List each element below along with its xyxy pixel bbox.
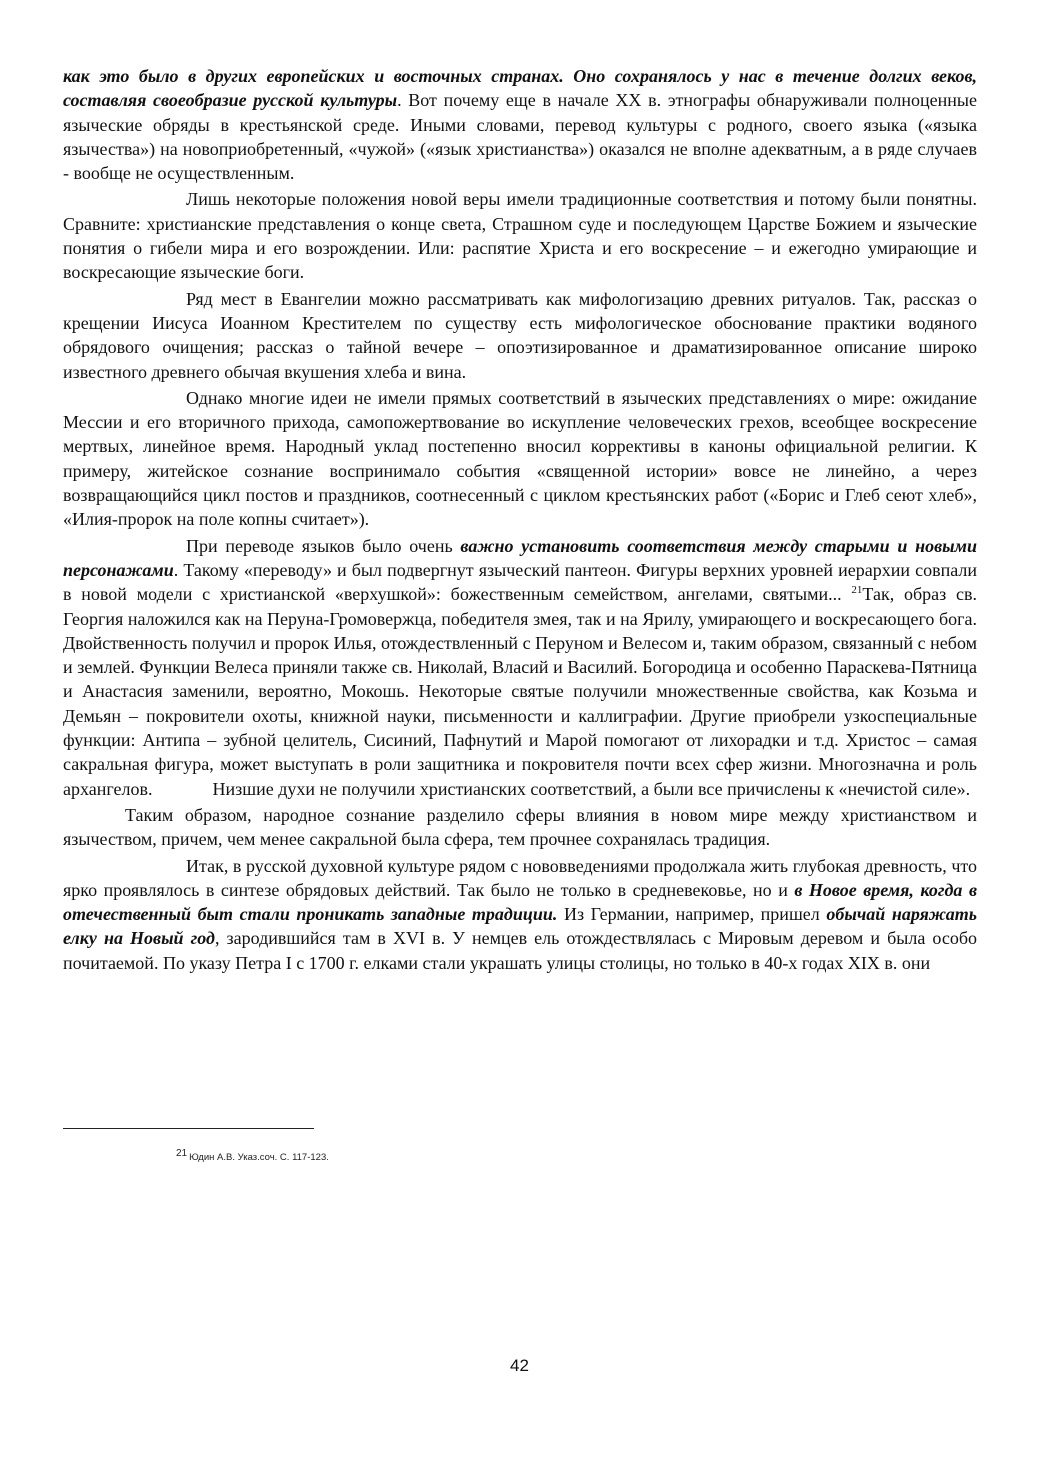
footnote-mark: 21 (176, 1148, 188, 1159)
paragraph-text: Так, образ св. Георгия наложился как на Перуна-Громовержца, победителя змея, так и на Ярилу, умирающего и воскресающего бога. Двойственность получил и пророк Илья, отождествленный с Перуном и Велесом и, таким образом, связанный с небом и землей. Функции Велеса приняли также св. Николай, Власий и Василий. Богородица и особенно Параскева-Пятница и Анастасия заменили, вероятно, Мокошь. Некоторые святые получили множественные свойства, как Козьма и Демьян – покровители охоты, книжной науки, письменности и каллиграфии. Другие приобрели узкоспециальные функции: Антипа – зубной целитель, Сисиний, Пафнутий и Марой помогают от лихорадки и т.д. Христос – самая сакральная фигура, может выступать в роли защитника и покровителя почти всех сфер жизни. Многозначна и роль архангелов. (63, 584, 977, 799)
footnote-reference[interactable]: 21 (851, 584, 863, 597)
paragraph-3: Ряд мест в Евангелии можно рассматривать как мифологизацию древних ритуалов. Так, рассказ о крещении Иисуса Иоанном Крестителем по существу есть мифологическое обоснование практики водяного обрядового очищения; рассказ о тайной вечере – опоэтизированное и драматизированное описание широко известного древнего обычая вкушения хлеба и вина. (63, 288, 977, 382)
emphasis-text: важно установить соответствия между старыми и новыми персонажами (63, 535, 977, 580)
footnote-separator (63, 1128, 314, 1129)
footnote (176, 1148, 329, 1163)
paragraph-6: Таким образом, народное сознание разделило сферы влияния в новом мире между христианством и язычеством, причем, чем менее сакральной была сфера, тем прочнее сохранялась традиция. (63, 804, 977, 850)
paragraph-text: . Вот почему еще в начале XX в. этнографы обнаруживали полноценные языческие обряды в крестьянской среде. Иными словами, перевод культуры с родного, своего языка («языка язычества») на новоприобретенный, «чужой» («язык христианства») оказался не вполне адекватным, а в ряде случаев - вообще не осуществленным. (63, 90, 977, 184)
paragraph-5 (63, 534, 977, 801)
footnote-text: Юдин А.В. Указ.соч. С. 117-123. (189, 1152, 329, 1163)
paragraph-7 (63, 854, 977, 975)
paragraph-text: . Такому «переводу» и был подвергнут языческий пантеон. Фигуры верхних уровней иерархии совпали в новой модели с христианской «верхушкой»: божественным семейством, ангелами, святыми... (63, 559, 977, 605)
emphasis-text: в Новое время, когда в отечественный быт стали проникать западные традиции. (63, 879, 977, 925)
paragraph-4: Однако многие идеи не имели прямых соответствий в языческих представлениях о мире: ожидание Мессии и его вторичного прихода, самопожертвование во искупление человеческих грехов, всеобщее воскресение мертвых, линейное время. Народный уклад постепенно вносил коррективы в каноны официальной религии. К примеру, житейское сознание воспринимало события «священной истории» вовсе не линейно, а через возвращающийся цикл постов и праздников, соотнесенный с циклом крестьянских работ («Борис и Глеб сеют хлеб», «Илия-пророк на поле копны считает»). (63, 387, 977, 530)
emphasis-text: как это было в других европейских и восточных странах. Оно сохранялось у нас в течение долгих веков, составляя своеобразие русской культуры (63, 66, 977, 111)
paragraph-text: Низшие духи не получили христианских соответствий, а были все причислены к «нечистой силе». (212, 778, 971, 799)
body-text (63, 64, 977, 977)
emphasis-text: обычай наряжать елку на Новый год (63, 904, 977, 949)
page-number: 42 (510, 1356, 529, 1375)
paragraph-1 (63, 64, 977, 185)
paragraph-2: Лишь некоторые положения новой веры имели традиционные соответствия и потому были понятны. Сравните: христианские представления о конце света, Страшном суде и последующем Царстве Божием и языческие понятия о гибели мира и его возрождении. Или: распятие Христа и его воскресение – и ежегодно умирающие и воскресающие языческие боги. (63, 189, 977, 283)
paragraph-text: Итак, в русской духовной культуре рядом с нововведениями продолжала жить глубокая древность, что ярко проявлялось в синтезе обрядовых действий. Так было не только в средневековье, но и (63, 855, 977, 900)
paragraph-text: , зародившийся там в XVI в. У немцев ель отождествлялась с Мировым деревом и была особо почитаемой. По указу Петра I с 1700 г. елками стали украшать улицы столицы, но только в 40-х годах XIX в. они (63, 928, 977, 973)
paragraph-text: При переводе языков было очень (186, 535, 461, 556)
paragraph-text: Из Германии, например, пришел (557, 904, 827, 925)
